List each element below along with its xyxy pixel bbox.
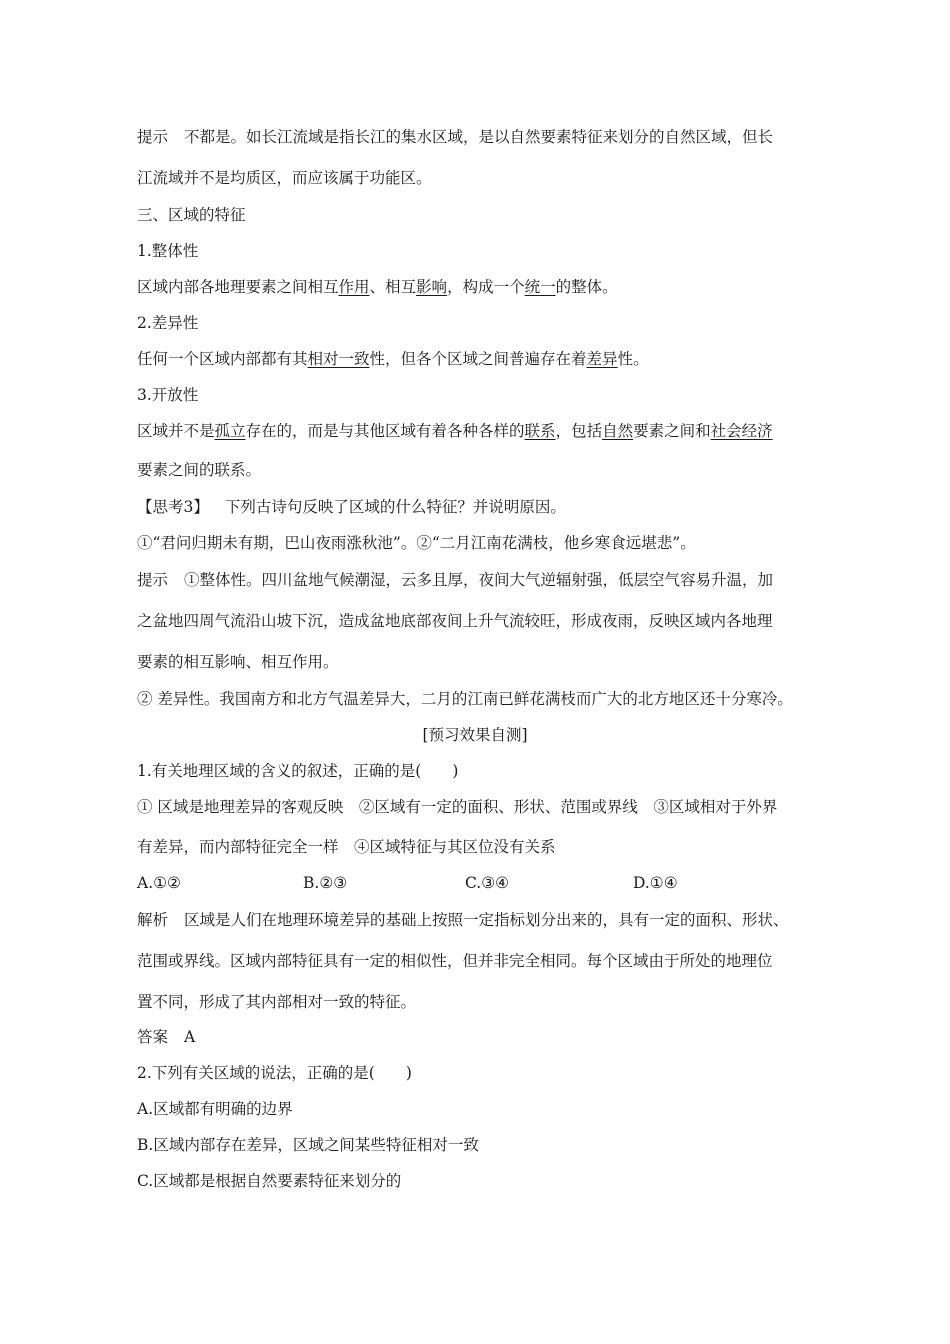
q2-option-b: B.区域内部存在差异，区域之间某些特征相对一致 [137,1136,479,1154]
q1-option-d: D.①④ [633,874,678,892]
analysis-label: 解析 [137,911,169,929]
underlined-term: 孤立 [214,422,246,440]
text-segment: 存在的，而是与其他区域有着各种各样的 [245,422,525,440]
q1-analysis-line-1 [137,910,789,930]
underlined-term: 作用 [338,278,370,296]
text-segment: ，包括 [555,422,603,440]
q1-analysis-line-3: 置不同，形成了其内部相对一致的特征。 [137,993,417,1011]
q1-option-c: C.③④ [465,874,510,892]
underlined-term: 影响 [416,278,448,296]
text-segment: 要素之间和 [633,422,711,440]
q1-answer [137,1027,195,1047]
q1-analysis-line-2: 范围或界线。区域内部特征具有一定的相似性，但并非完全相同。每个区域由于所处的地理位 [137,952,773,970]
q1-option-b: B.②③ [303,874,348,892]
underlined-term: 自然 [602,422,634,440]
feature-3-text [137,421,773,441]
q1-option-a: A.①② [137,874,181,892]
hint-line-2: 江流域并不是均质区，而应该属于功能区。 [137,169,432,187]
underlined-term: 统一 [524,278,556,296]
text-segment: 区域内部各地理要素之间相互 [137,278,339,296]
hint-text: ①整体性。四川盆地气候潮湿，云多且厚，夜间大气逆辐射强，低层空气容易升温，加 [184,571,774,589]
feature-2-title: 2.差异性 [137,314,199,332]
hint-line-1 [137,127,773,147]
q1-statements-line-2: 有差异，而内部特征完全一样 ④区域特征与其区位没有关系 [137,838,556,856]
think-question-text: 下列古诗句反映了区域的什么特征？并说明原因。 [224,498,566,516]
text-segment: 性，但各个区域之间普遍存在着 [369,350,587,368]
feature-3-title: 3.开放性 [137,386,199,404]
hint-label: 提示 [137,571,169,589]
hint-label: 提示 [137,128,169,146]
underlined-term: 差异 [586,350,618,368]
selftest-heading: [预习效果自测] [422,726,528,744]
think-poems: ①“君问归期未有期，巴山夜雨涨秋池”。②“二月江南花满枝，他乡寒食远堪悲”。 [137,534,696,552]
q1-stem: 1.有关地理区域的含义的叙述，正确的是( ) [137,762,459,780]
text-segment: 性。 [617,350,649,368]
feature-3-text-line-2: 要素之间的联系。 [137,461,262,479]
answer-value: A [184,1028,196,1046]
feature-2-text [137,349,649,369]
q1-statements-line-1: ① 区域是地理差异的客观反映 ②区域有一定的面积、形状、范围或界线 ③区域相对于外界 [137,798,778,816]
text-segment: ，构成一个 [447,278,525,296]
hint-text-1: 不都是。如长江流域是指长江的集水区域，是以自然要素特征来划分的自然区域，但长 [184,128,774,146]
underlined-term: 相对一致 [307,350,370,368]
text-segment: 任何一个区域内部都有其 [137,350,308,368]
q2-stem: 2.下列有关区域的说法，正确的是( ) [137,1064,412,1082]
text-segment: 的整体。 [555,278,618,296]
q2-option-a: A.区域都有明确的边界 [137,1100,293,1118]
section-heading: 三、区域的特征 [137,206,246,224]
think-hint-line-2: 之盆地四周气流沿山坡下沉，造成盆地底部夜间上升气流较旺，形成夜雨，反映区域内各地理 [137,612,773,630]
underlined-term: 社会经济 [710,422,773,440]
think-hint-line-4: ② 差异性。我国南方和北方气温差异大，二月的江南已鲜花满枝而广大的北方地区还十分寒冷。 [137,690,793,708]
think-question [137,497,566,517]
think-hint-line-1 [137,570,773,590]
answer-label: 答案 [137,1028,169,1046]
analysis-text: 区域是人们在地理环境差异的基础上按照一定指标划分出来的，具有一定的面积、形状、 [184,911,789,929]
underlined-term: 联系 [524,422,556,440]
think-hint-line-3: 要素的相互影响、相互作用。 [137,653,339,671]
think-label: 【思考3】 [137,498,209,516]
feature-1-text [137,277,618,297]
feature-1-title: 1.整体性 [137,242,199,260]
text-segment: 区域并不是 [137,422,215,440]
text-segment: 、相互 [369,278,417,296]
q2-option-c: C.区域都是根据自然要素特征来划分的 [137,1172,402,1190]
